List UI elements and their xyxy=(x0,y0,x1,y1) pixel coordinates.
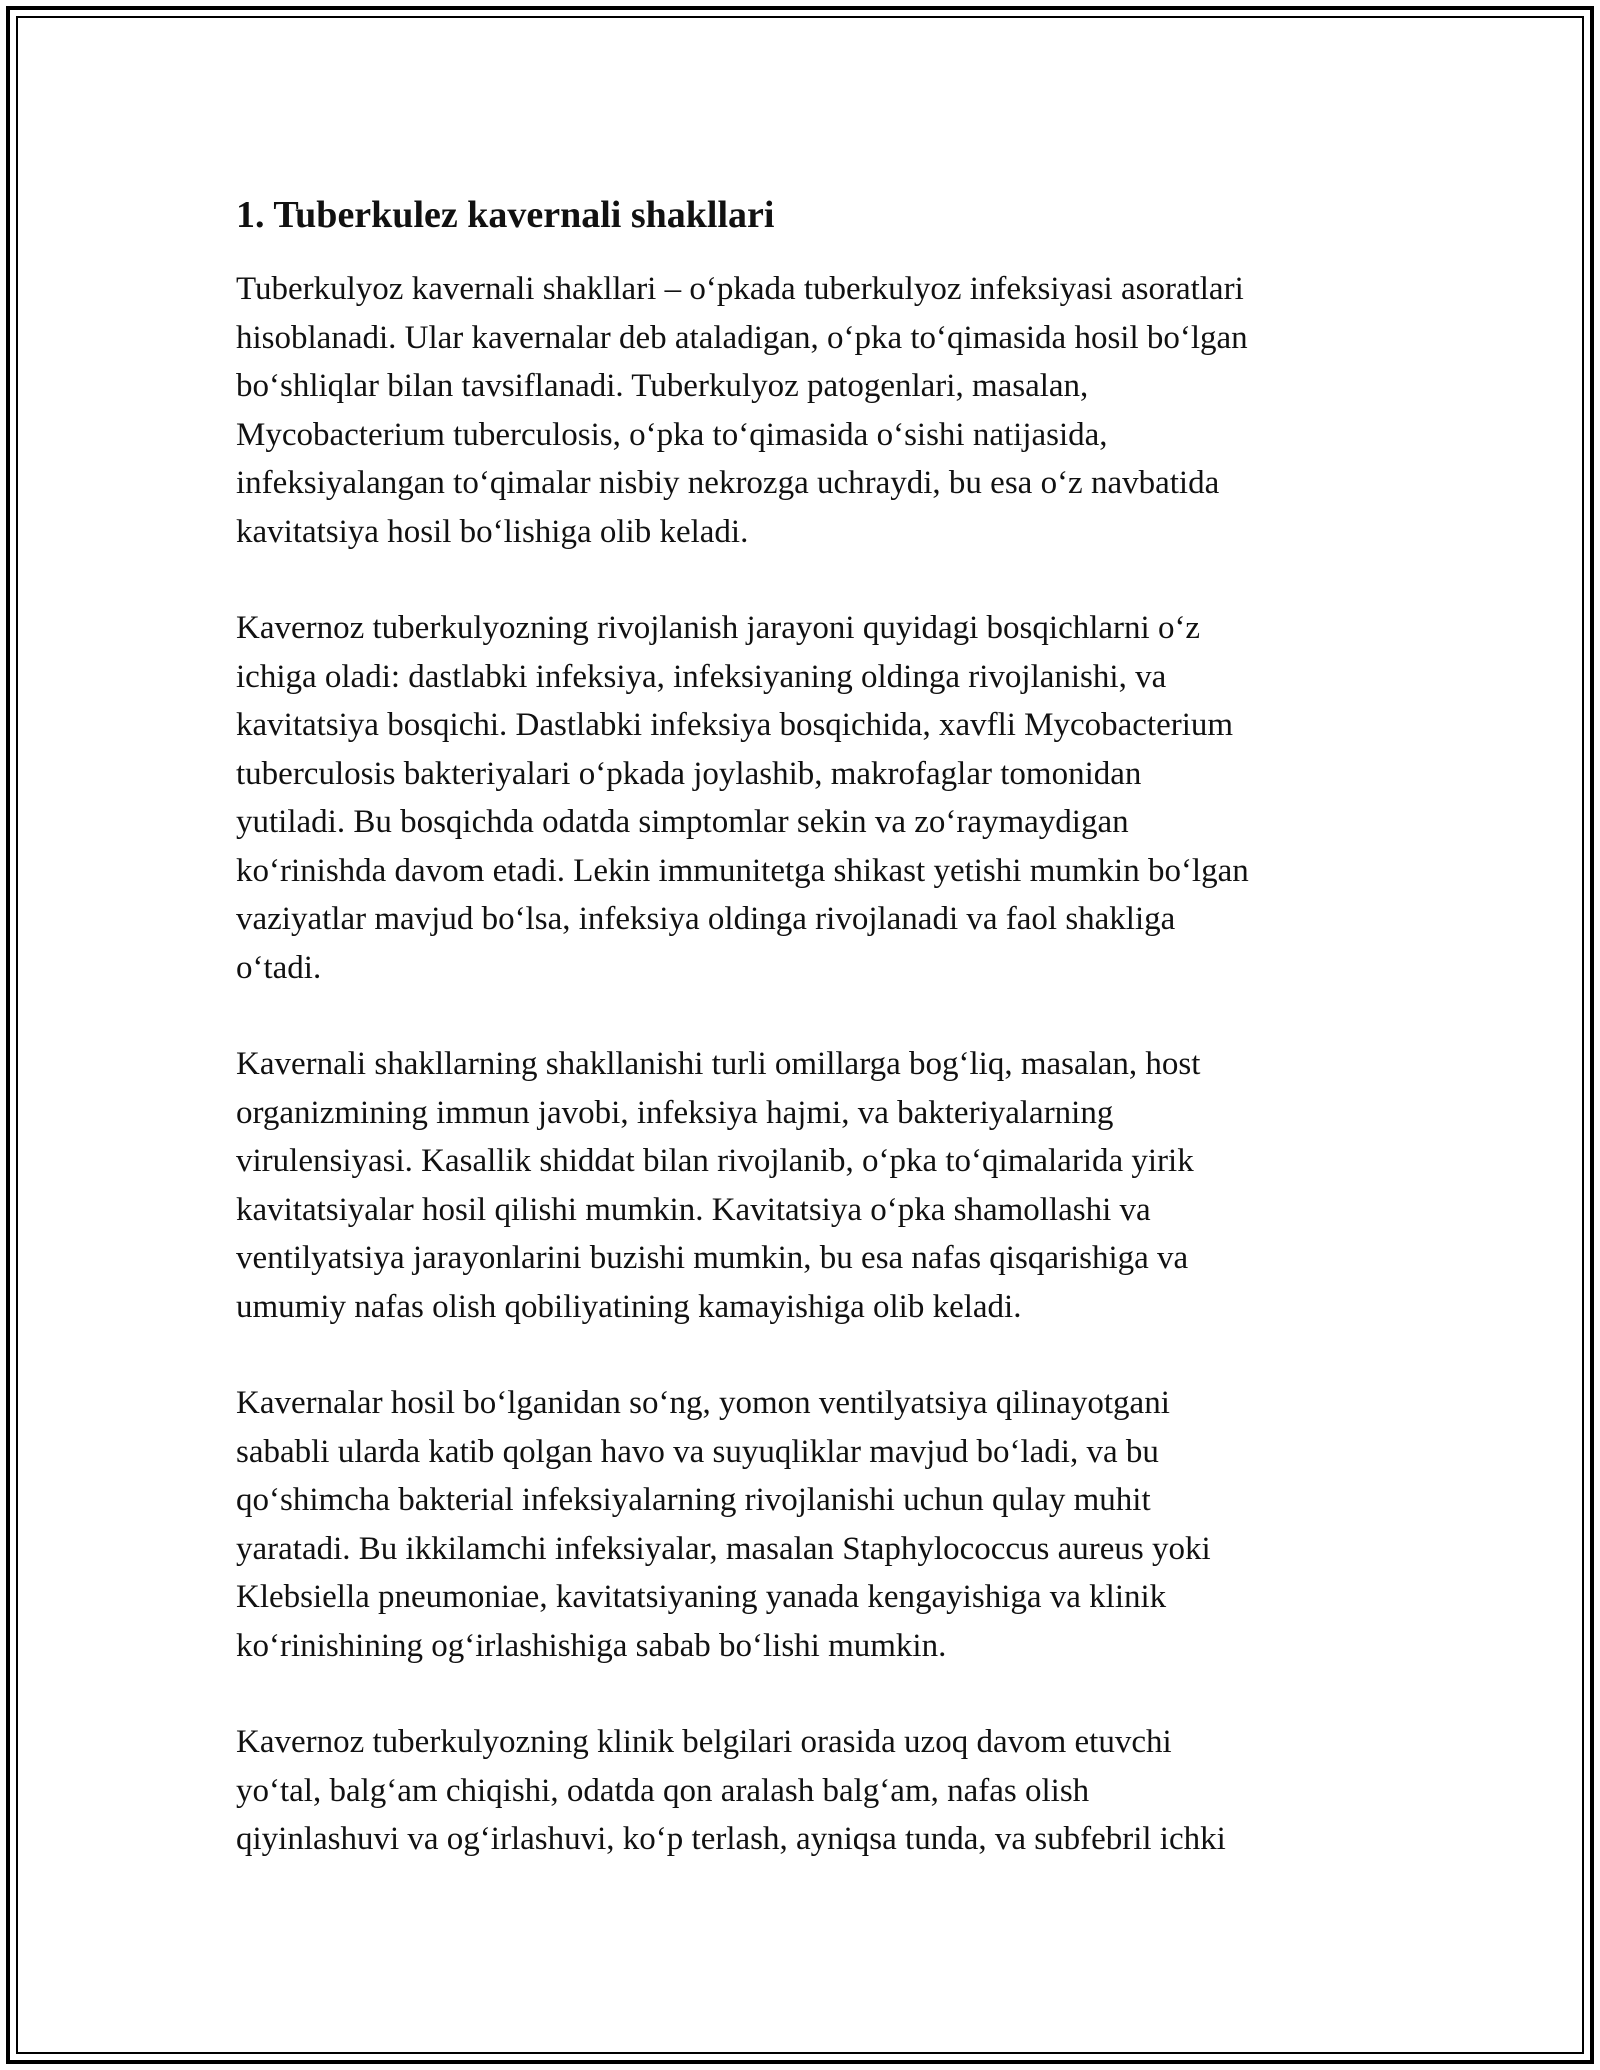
text-line: o‘tadi. xyxy=(236,949,322,986)
text-line: kavitatsiyalar hosil qilishi mumkin. Kavitatsiya o‘pka shamollashi va xyxy=(236,1191,1151,1228)
text-line: qo‘shimcha bakterial infeksiyalarning rivojlanishi uchun qulay muhit xyxy=(236,1482,1151,1518)
text-line: umumiy nafas olish qobiliyatining kamayishiga olib keladi. xyxy=(236,1288,1022,1325)
text-line: bo‘shliqlar bilan tavsiflanadi. Tuberkulyoz patogenlari, masalan, xyxy=(236,368,1089,404)
text-line: ko‘rinishining og‘irlashishiga sabab bo‘lishi mumkin. xyxy=(236,1627,947,1664)
paragraph-5 xyxy=(236,1718,1386,1864)
text-line: Klebsiella pneumoniae, kavitatsiyaning yanada kengayishiga va klinik xyxy=(236,1579,1167,1615)
text-line: Mycobacterium tuberculosis, o‘pka to‘qimasida o‘sishi natijasida, xyxy=(236,416,1108,453)
text-line: vaziyatlar mavjud bo‘lsa, infeksiya oldinga rivojlanadi va faol shakliga xyxy=(236,901,1176,937)
text-line: Tuberkulyoz kavernali shakllari – o‘pkada tuberkulyoz infeksiyasi asoratlari xyxy=(236,271,1244,307)
section-heading: 1. Tuberkulez kavernali shakllari xyxy=(236,194,775,236)
text-line: hisoblanadi. Ular kavernalar deb ataladigan, o‘pka to‘qimasida hosil bo‘lgan xyxy=(236,319,1248,356)
text-line: kavitatsiya hosil bo‘lishiga olib keladi. xyxy=(236,513,749,550)
text-line: virulensiyasi. Kasallik shiddat bilan rivojlanib, o‘pka to‘qimalarida yirik xyxy=(236,1143,1194,1179)
text-line: yutiladi. Bu bosqichda odatda simptomlar sekin va zo‘raymaydigan xyxy=(236,804,1129,840)
text-line: Kavernali shakllarning shakllanishi turli omillarga bog‘liq, masalan, host xyxy=(236,1046,1201,1082)
text-line: sababli ularda katib qolgan havo va suyuqliklar mavjud bo‘ladi, va bu xyxy=(236,1433,1159,1470)
text-line: Kavernalar hosil bo‘lganidan so‘ng, yomon ventilyatsiya qilinayotgani xyxy=(236,1385,1170,1421)
text-line: Kavernoz tuberkulyozning klinik belgilari orasida uzoq davom etuvchi xyxy=(236,1724,1172,1760)
text-line: organizmining immun javobi, infeksiya hajmi, va bakteriyalarning xyxy=(236,1094,1114,1131)
text-line: tuberculosis bakteriyalari o‘pkada joylashib, makrofaglar tomonidan xyxy=(236,755,1142,792)
text-line: infeksiyalangan to‘qimalar nisbiy nekrozga uchraydi, bu esa o‘z navbatida xyxy=(236,465,1220,501)
text-line: ko‘rinishda davom etadi. Lekin immunitetga shikast yetishi mumkin bo‘lgan xyxy=(236,852,1249,889)
paragraph-1 xyxy=(236,265,1386,556)
text-line: ichiga oladi: dastlabki infeksiya, infeksiyaning oldinga rivojlanishi, va xyxy=(236,658,1167,695)
text-line: ventilyatsiya jarayonlarini buzishi mumkin, bu esa nafas qisqarishiga va xyxy=(236,1240,1189,1276)
text-line: Kavernoz tuberkulyozning rivojlanish jarayoni quyidagi bosqichlarni o‘z xyxy=(236,610,1201,646)
paragraph-3 xyxy=(236,1040,1386,1331)
document-body xyxy=(236,187,1386,1912)
text-line: qiyinlashuvi va og‘irlashuvi, ko‘p terlash, ayniqsa tunda, va subfebril ichki xyxy=(236,1821,1226,1857)
text-line: yo‘tal, balg‘am chiqishi, odatda qon aralash balg‘am, nafas olish xyxy=(236,1772,1090,1809)
paragraph-4 xyxy=(236,1379,1386,1670)
text-line: kavitatsiya bosqichi. Dastlabki infeksiya bosqichida, xavfli Mycobacterium xyxy=(236,707,1234,743)
paragraph-2 xyxy=(236,604,1386,992)
text-line: yaratadi. Bu ikkilamchi infeksiyalar, masalan Staphylococcus aureus yoki xyxy=(236,1530,1211,1567)
